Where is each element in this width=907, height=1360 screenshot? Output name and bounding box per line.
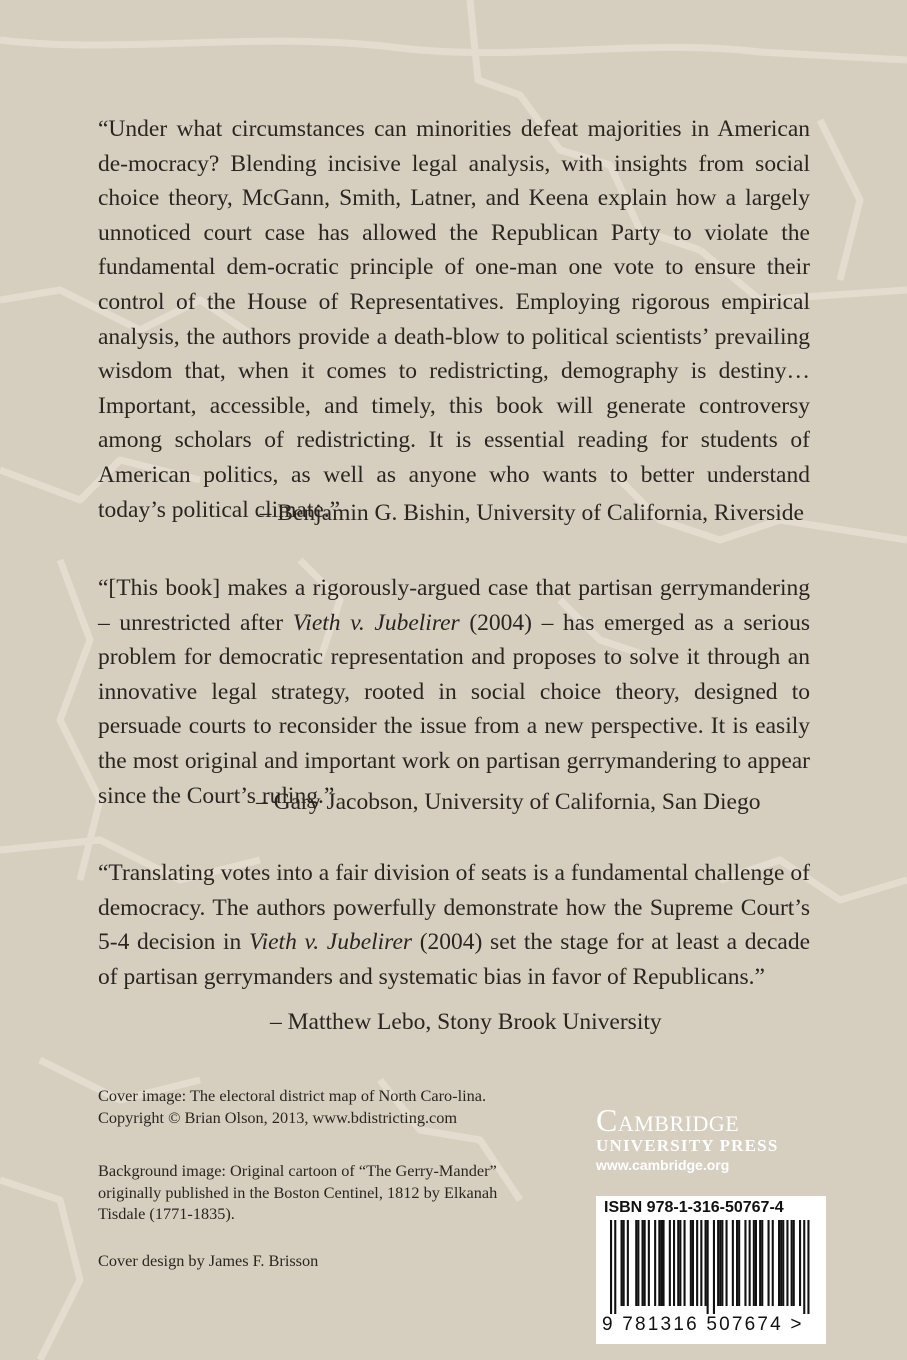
barcode-bar: [660, 1220, 662, 1306]
barcode-bar: [807, 1220, 809, 1314]
quote-text: (2004) – has emerged as a serious problem for democratic representation and proposes to solve it through an innovative legal strategy, rooted in social choice theory, designed to persuade courts to reconsider the issue from a new perspective. It is easily the most original and important work on partisan gerrymandering to appear since the Court’s ruling.”: [98, 609, 811, 809]
background-image-credit: Background image: Original cartoon of “The Gerry-Mander” originally published in the Boston Centinel, 1812 by Elkanah Tisdale (1771-1835).: [98, 1161, 498, 1223]
barcode-bar: [726, 1220, 728, 1306]
publisher-subtitle: UNIVERSITY PRESS: [596, 1136, 779, 1155]
barcode-bar: [753, 1220, 755, 1306]
barcode-bar: [654, 1220, 656, 1306]
barcode-bar: [644, 1220, 646, 1306]
publisher-url: www.cambridge.org: [596, 1157, 730, 1173]
barcode-bar: [793, 1220, 795, 1306]
barcode-bar: [803, 1220, 805, 1314]
review-quote-3: [98, 856, 810, 994]
barcode-bar: [642, 1220, 644, 1306]
barcode-bar: [799, 1220, 801, 1306]
barcode-bar: [713, 1220, 715, 1314]
barcode-bar: [738, 1220, 740, 1306]
publisher-logo: [596, 1104, 826, 1174]
barcode-bar: [621, 1220, 623, 1306]
review-attribution-3: – Matthew Lebo, Stony Brook University: [270, 1009, 662, 1035]
barcode-bar: [627, 1220, 629, 1306]
barcode-bar: [690, 1220, 692, 1306]
barcode-bar: [772, 1220, 774, 1306]
barcode-bar: [658, 1220, 660, 1306]
barcode-bar: [700, 1220, 702, 1306]
barcode-bar: [782, 1220, 784, 1306]
barcode-bar: [749, 1220, 751, 1306]
review-attribution-1: – Benjamin G. Bishin, University of California, Riverside: [259, 500, 804, 526]
barcode: [610, 1220, 814, 1314]
barcode-bar: [610, 1220, 612, 1314]
cover-design-credit: Cover design by James F. Brisson: [98, 1251, 319, 1270]
barcode-bar: [761, 1220, 763, 1306]
isbn-barcode-box: [596, 1196, 826, 1344]
barcode-bar: [692, 1220, 694, 1306]
review-quote-1: “Under what circumstances can minorities defeat majorities in American de-mocracy? Blending incisive legal analysis, with insights from social choice theory, McGann, Smith, Latner, and Keena explain how a largely unnoticed court case has allowed the Republican Party to violate the fundamental dem-ocratic principle of one-man one vote to ensure their control of the House of Representatives. Employing rigorous empirical analysis, the authors provide a death-blow to political scientists’ prevailing wisdom that, when it comes to redistricting, demography is destiny… Important, accessible, and timely, this book will generate controversy among scholars of redistricting. It is essential reading for students of American politics, as well as anyone who wants to better understand today’s political climate.”: [98, 116, 810, 523]
barcode-bar: [648, 1220, 650, 1306]
barcode-bar: [679, 1220, 681, 1306]
barcode-bar: [721, 1220, 723, 1306]
barcode-bar: [755, 1220, 757, 1306]
barcode-bar: [637, 1220, 639, 1306]
quote-text: “[This book] makes a rigorously-argued case that partisan gerrymandering – unrestricted after: [98, 575, 810, 636]
barcode-bar: [759, 1220, 761, 1306]
barcode-bar: [791, 1220, 793, 1306]
barcode-bar: [780, 1220, 782, 1306]
review-attribution-2: – Gary Jacobson, University of California, San Diego: [256, 789, 761, 815]
isbn-label: ISBN 978-1-316-50767-4: [604, 1199, 784, 1216]
barcode-bar: [768, 1220, 770, 1306]
case-name: Vieth v. Jubelirer: [248, 929, 413, 956]
barcode-bar: [663, 1220, 665, 1306]
barcode-bar: [614, 1220, 616, 1314]
barcode-bar: [707, 1220, 709, 1314]
barcode-bar: [677, 1220, 679, 1306]
barcode-bar: [732, 1220, 734, 1306]
barcode-bar: [623, 1220, 625, 1306]
barcode-bar: [673, 1220, 675, 1306]
barcode-bar: [786, 1220, 788, 1306]
quote-text: (2004) set the stage for at least a decade of partisan gerrymanders and systematic bias in favor of Republicans.”: [98, 929, 811, 990]
quote-text: “Translating votes into a fair division of seats is a fundamental challenge of democracy. The authors powerfully demonstrate how the Supreme Court’s 5-4 decision in: [98, 860, 810, 956]
barcode-bar: [696, 1220, 698, 1306]
review-quote-2: [98, 571, 810, 813]
cover-image-credit: Cover image: The electoral district map of North Caro-lina. Copyright © Brian Olson, 2013, www.bdistricting.com: [98, 1086, 487, 1127]
publisher-name: Cambridge: [596, 1102, 740, 1138]
barcode-bar: [705, 1220, 707, 1306]
barcode-bar: [684, 1220, 686, 1306]
barcode-bar: [736, 1220, 738, 1306]
barcode-bar: [778, 1220, 780, 1306]
barcode-bar: [717, 1220, 719, 1306]
barcode-bar: [669, 1220, 671, 1306]
barcode-digits: 9 781316 507674 >: [602, 1314, 804, 1335]
case-name: Vieth v. Jubelirer: [292, 609, 460, 636]
barcode-bar: [635, 1220, 637, 1306]
barcode-bar: [719, 1220, 721, 1306]
barcode-bar: [744, 1220, 746, 1306]
